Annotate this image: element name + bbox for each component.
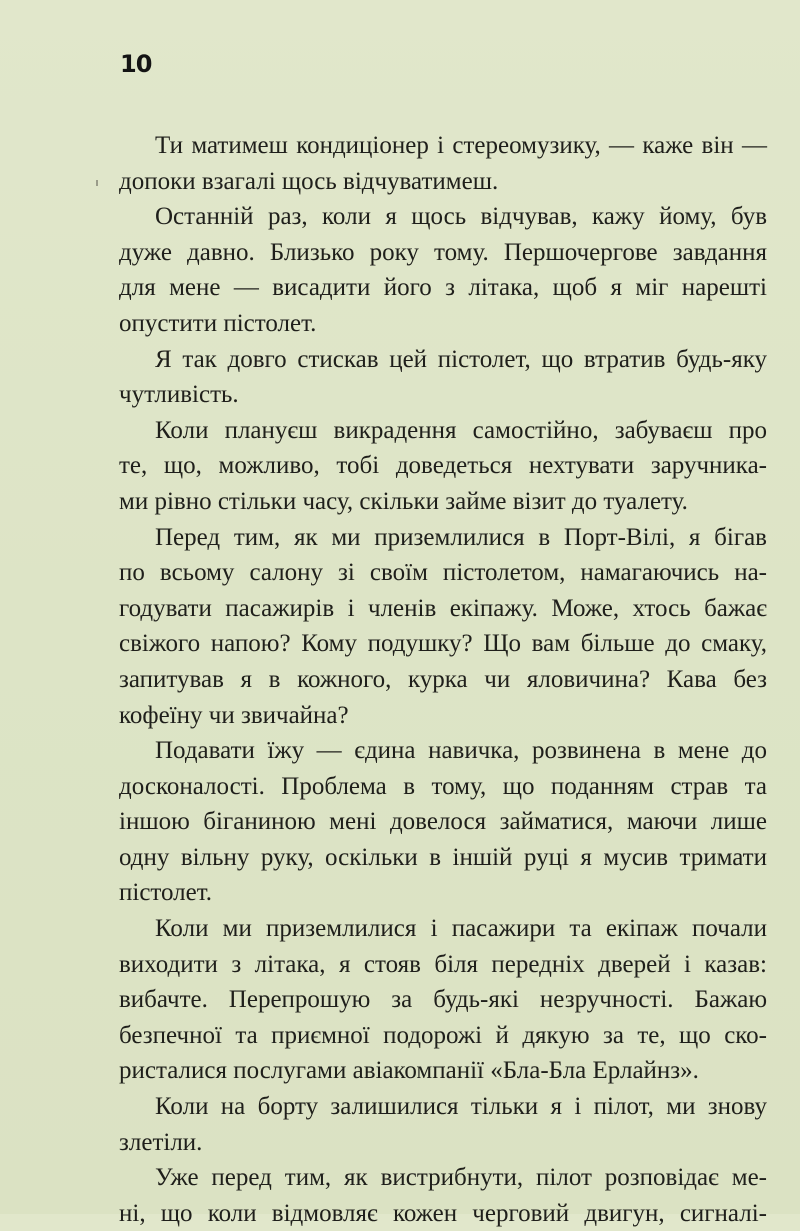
text-line: досконалості. Проблема в тому, що поданням страв та [119, 772, 767, 800]
text-line: Уже перед тим, як вистрибнути, пілот розповідає ме- [155, 1164, 767, 1192]
text-line: виходити з літака, я стояв біля передніх дверей і казав: [119, 950, 767, 978]
text-line: дуже давно. Близько року тому. Першочергове завдання [119, 238, 767, 266]
text-line: Перед тим, як ми приземлилися в Порт-Вілі, я бігав [155, 523, 767, 551]
text-line: по всьому салону зі своїм пістолетом, намагаючись на- [119, 559, 767, 587]
text-line: допоки взагалі щось відчуватимеш. [119, 167, 499, 195]
text-line: безпечної та приємної подорожі й дякую за те, що ско- [119, 1021, 767, 1049]
text-line: пістолет. [119, 879, 213, 907]
text-line: Подавати їжу — єдина навичка, розвинена в мене до [155, 737, 767, 765]
text-line: вибачте. Перепрошую за будь-які незручності. Бажаю [119, 986, 767, 1014]
text-line: опустити пістолет. [119, 309, 317, 337]
text-line: кофеїну чи звичайна? [119, 701, 349, 729]
text-line: іншою біганиною мені довелося займатися, маючи лише [119, 808, 767, 836]
text-line: Коли ми приземлилися і пасажири та екіпаж почали [155, 915, 767, 943]
text-line: для мене — висадити його з літака, щоб я міг нарешті [119, 274, 767, 302]
text-line: ми рівно стільки часу, скільки займе візит до туалету. [119, 487, 688, 515]
text-line: те, що, можливо, тобі доведеться нехтувати заручника- [119, 452, 767, 480]
text-line: Коли плануєш викрадення самостійно, забуваєш про [155, 416, 767, 444]
text-line: Коли на борту залишилися тільки я і пілот, ми знову [155, 1093, 767, 1121]
text-line: запитував я в кожного, курка чи яловичина? Кава без [119, 665, 767, 693]
text-line: злетіли. [119, 1128, 203, 1156]
text-line: ні, що коли відмовляє кожен черговий двигун, сигналі- [119, 1199, 767, 1227]
text-line: Я так довго стискав цей пістолет, що втратив будь-яку [155, 345, 767, 373]
text-line: свіжого напою? Кому подушку? Що вам більше до смаку, [119, 630, 767, 658]
text-line: одну вільну руку, оскільки в іншій руці я мусив тримати [119, 843, 767, 871]
page-number: 10 [120, 50, 152, 78]
text-line: чутливість. [119, 381, 239, 409]
margin-mark [96, 180, 98, 186]
body-text [119, 128, 767, 1231]
text-line: годувати пасажирів і членів екіпажу. Може, хтось бажає [119, 594, 767, 622]
text-line: ристалися послугами авіакомпанії «Бла-Бла Ерлайнз». [119, 1057, 699, 1085]
text-line: Ти матимеш кондиціонер і стереомузику, — каже він — [155, 132, 767, 159]
text-line: Останній раз, коли я щось відчував, кажу йому, був [155, 203, 767, 231]
